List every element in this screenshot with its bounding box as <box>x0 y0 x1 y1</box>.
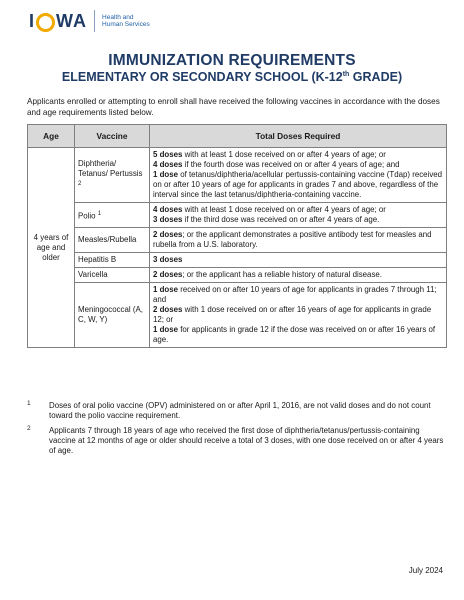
page-title: IMMUNIZATION REQUIREMENTS <box>108 52 356 69</box>
footnote-marker: 2 <box>78 180 82 187</box>
table-row <box>28 148 447 203</box>
requirements-table <box>27 124 447 348</box>
doses-cell: 4 doses with at least 1 dose received on or after 4 years of age; or 3 doses if the third dose was received on or after 4 years of age. <box>150 203 447 228</box>
page-subtitle: ELEMENTARY OR SECONDARY SCHOOL (K-12th GRADE) <box>61 70 403 84</box>
iowa-hhs-logo <box>29 10 150 32</box>
table-row <box>28 283 447 348</box>
table-row <box>28 253 447 268</box>
vaccine-cell: Varicella <box>75 268 150 283</box>
document-date: July 2024 <box>408 566 443 575</box>
header-vaccine: Vaccine <box>75 125 150 148</box>
doses-cell: 5 doses with at least 1 dose received on or after 4 years of age; or 4 doses if the fourth dose was received on or after 4 years of age; and 1 dose of tetanus/diphtheria/acellular pertussis-containing vaccine (Tdap) received on or after 10 years of age for applicants in grades 7 and above, regardless of the interval since the last tetanus/diphtheria-containing vaccine. <box>150 148 447 203</box>
age-group-cell: 4 years of age and older <box>28 148 75 348</box>
doses-cell: 1 dose received on or after 10 years of age for applicants in grades 7 through 11; and 2 doses with 1 dose received on or after 16 years of age for applicants in grade 12; or 1 dose for applicants in grade 12 if the dose was received on or after 16 years of age. <box>150 283 447 348</box>
vaccine-cell: Meningococcal (A, C, W, Y) <box>75 283 150 348</box>
header-age: Age <box>28 125 75 148</box>
vaccine-cell: Diphtheria/ Tetanus/ Pertussis $^2$ <box>75 148 150 203</box>
logo-subtitle <box>102 14 150 29</box>
doses-cell: 2 doses; or the applicant demonstrates a positive antibody test for measles and rubella from a U.S. laboratory. <box>150 228 447 253</box>
vaccine-cell: Measles/Rubella <box>75 228 150 253</box>
doses-cell: 3 doses <box>150 253 447 268</box>
doses-cell: 2 doses; or the applicant has a reliable history of natural disease. <box>150 268 447 283</box>
header-doses: Total Doses Required <box>150 125 447 148</box>
footnote-2: 2 Applicants 7 through 18 years of age who received the first dose of diphtheria/tetanus/pertussis-containing vaccine at 12 months of age or older should receive a total of 3 doses, with one dose received on or after 4 years of age. <box>27 425 444 455</box>
logo-sub-line2: Human Services <box>102 21 150 28</box>
table-header-row <box>28 125 447 148</box>
footnote-marker: 1 <box>97 210 102 217</box>
intro-paragraph: Applicants enrolled or attempting to enroll shall have received the following vaccines in accordance with the doses and age requirements listed below. <box>27 97 440 117</box>
footnote-1: 1 Doses of oral polio vaccine (OPV) administered on or after April 1, 2016, are not valid doses and do not count toward the polio vaccine requirement. <box>27 400 431 420</box>
logo-divider <box>94 10 95 32</box>
logo-o-ring-icon <box>36 13 55 32</box>
vaccine-cell: Polio $^1$ <box>75 203 150 228</box>
logo-sub-line1: Health and <box>102 13 134 21</box>
vaccine-cell: Hepatitis B <box>75 253 150 268</box>
table-row <box>28 228 447 253</box>
logo-wordmark: I WA <box>29 10 88 31</box>
table-row <box>28 268 447 283</box>
table-row <box>28 203 447 228</box>
